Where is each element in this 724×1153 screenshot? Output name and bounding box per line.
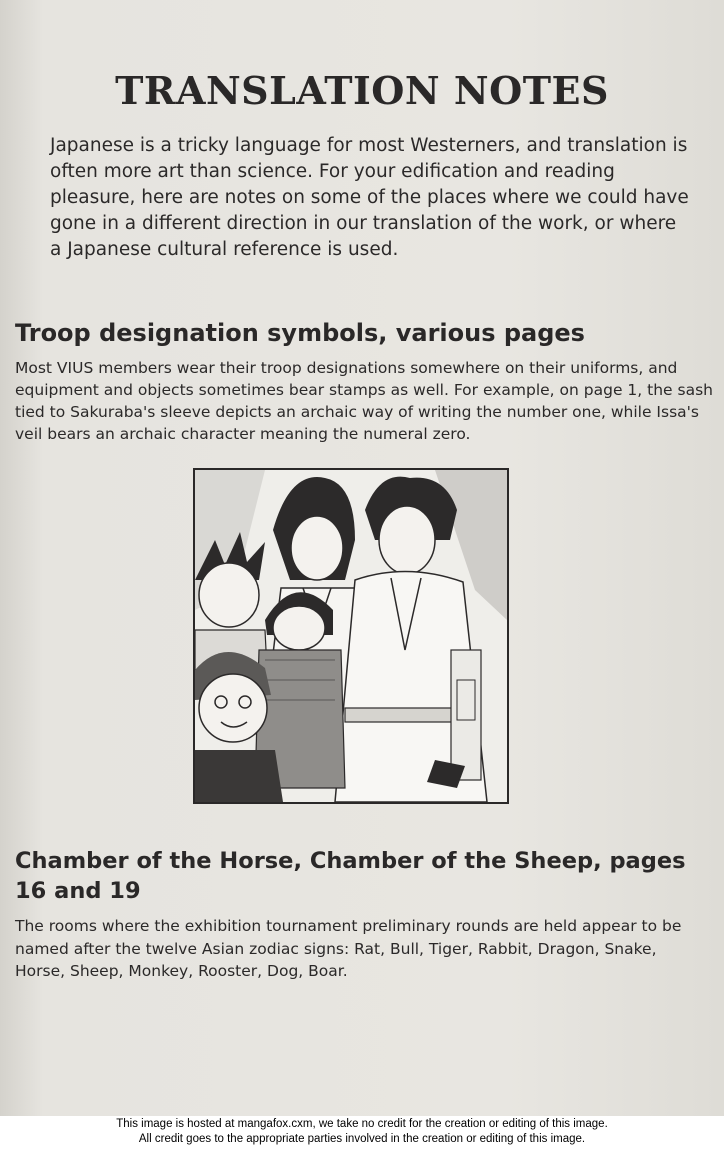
section-body-troop-designation: Most VIUS members wear their troop designations somewhere on their uniforms, and equipment and objects sometimes bear stamps as well. For example, on page 1, the sash tied to Sakuraba's sleeve depicts an archaic way of writing the number one, while Issa's veil bears an archaic character meaning the numeral zero. <box>15 359 713 443</box>
section-body-chamber: The rooms where the exhibition tournament preliminary rounds are held appear to be named after the twelve Asian zodiac signs: Rat, Bull, Tiger, Rabbit, Dragon, Snake, Horse, Sheep, Monkey, Rooster, Dog, Boar. <box>15 917 682 980</box>
manga-illustration <box>193 468 509 804</box>
page-title: TRANSLATION NOTES <box>115 68 609 113</box>
section-heading-chamber: Chamber of the Horse, Chamber of the Sheep, pages 16 and 19 <box>15 848 686 904</box>
intro-paragraph: Japanese is a tricky language for most Westerners, and translation is often more art than science. For your edification and reading pleasure, here are notes on some of the places where we could have gone in a different direction in our translation of the work, or where a Japanese cultural reference is used. <box>50 135 689 260</box>
section-heading-troop-designation: Troop designation symbols, various pages <box>15 319 585 347</box>
footer-line-1: This image is hosted at mangafox.cxm, we take no credit for the creation or editing of this image. <box>116 1118 608 1130</box>
hosting-credit-footer <box>0 1117 724 1147</box>
footer-line-2: All credit goes to the appropriate parties involved in the creation or editing of this image. <box>138 1133 586 1145</box>
